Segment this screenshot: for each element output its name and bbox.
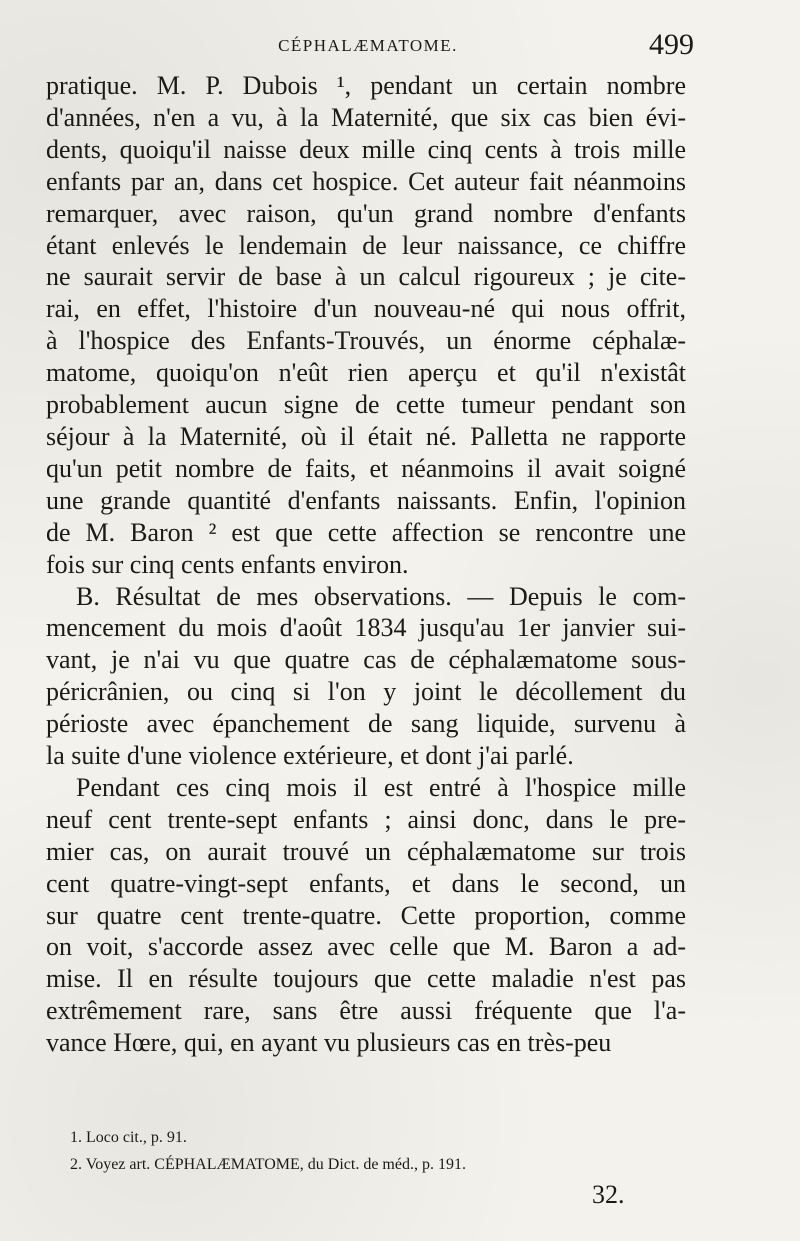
text-line: vance Hœre, qui, en ayant vu plusieurs cas en très-peu xyxy=(46,1028,612,1058)
text-line: matome, quoiqu'on n'eût rien aperçu et qu'il n'existât xyxy=(46,358,686,388)
text-line: d'années, n'en a vu, à la Maternité, que six cas bien évi- xyxy=(46,102,686,132)
text-line: étant enlevés le lendemain de leur naissance, ce chiffre xyxy=(46,230,686,260)
text-line: sur quatre cent trente-quatre. Cette proportion, comme xyxy=(46,900,686,930)
footnote-2: 2. Voyez art. CÉPHALÆMATOME, du Dict. de méd., p. 191. xyxy=(70,1156,466,1173)
text-line: neuf cent trente-sept enfants ; ainsi donc, dans le pre- xyxy=(46,804,686,834)
text-line: dents, quoiqu'il naisse deux mille cinq cents à trois mille xyxy=(46,134,686,164)
text-line: B. Résultat de mes observations. — Depuis le com- xyxy=(76,581,686,611)
page-header xyxy=(48,28,694,66)
running-title: CÉPHALÆMATOME. xyxy=(278,36,458,55)
text-line: à l'hospice des Enfants-Trouvés, un énorme céphalæ- xyxy=(46,326,686,356)
footnotes xyxy=(70,1124,690,1178)
text-line: on voit, s'accorde assez avec celle que M. Baron a ad- xyxy=(46,932,686,962)
text-line: fois sur cinq cents enfants environ. xyxy=(46,549,409,579)
text-line: extrêmement rare, sans être aussi fréquente que l'a- xyxy=(46,996,686,1026)
text-line: la suite d'une violence extérieure, et dont j'ai parlé. xyxy=(46,741,574,771)
footnote-1: 1. Loco cit., p. 91. xyxy=(70,1129,187,1146)
text-line: périoste avec épanchement de sang liquide, survenu à xyxy=(46,709,686,739)
text-line: enfants par an, dans cet hospice. Cet auteur fait néanmoins xyxy=(46,166,686,196)
page-number: 499 xyxy=(649,28,694,61)
body-text xyxy=(46,70,686,1059)
text-line: de M. Baron ² est que cette affection se rencontre une xyxy=(46,517,686,547)
text-line: mier cas, on aurait trouvé un céphalæmatome sur trois xyxy=(46,836,686,866)
text-line: pratique. M. P. Dubois ¹, pendant un certain nombre xyxy=(46,71,686,100)
text-line: péricrânien, ou cinq si l'on y joint le décollement du xyxy=(46,677,686,707)
signature-mark: 32. xyxy=(592,1180,625,1209)
text-line: Pendant ces cinq mois il est entré à l'hospice mille xyxy=(76,772,686,802)
text-line: cent quatre-vingt-sept enfants, et dans le second, un xyxy=(46,868,686,898)
text-line: une grande quantité d'enfants naissants. Enfin, l'opinion xyxy=(46,485,686,515)
text-line: probablement aucun signe de cette tumeur pendant son xyxy=(46,390,686,420)
text-line: vant, je n'ai vu que quatre cas de céphalæmatome sous- xyxy=(46,645,686,675)
text-line: séjour à la Maternité, où il était né. Palletta ne rapporte xyxy=(46,421,686,451)
text-line: remarquer, avec raison, qu'un grand nombre d'enfants xyxy=(46,198,686,228)
text-line: qu'un petit nombre de faits, et néanmoins il avait soigné xyxy=(46,453,686,483)
text-line: ne saurait servir de base à un calcul rigoureux ; je cite- xyxy=(46,262,686,292)
text-line: mise. Il en résulte toujours que cette maladie n'est pas xyxy=(46,964,686,994)
text-line: mencement du mois d'août 1834 jusqu'au 1er janvier sui- xyxy=(46,613,686,643)
text-line: rai, en effet, l'histoire d'un nouveau-né qui nous offrit, xyxy=(46,294,686,324)
